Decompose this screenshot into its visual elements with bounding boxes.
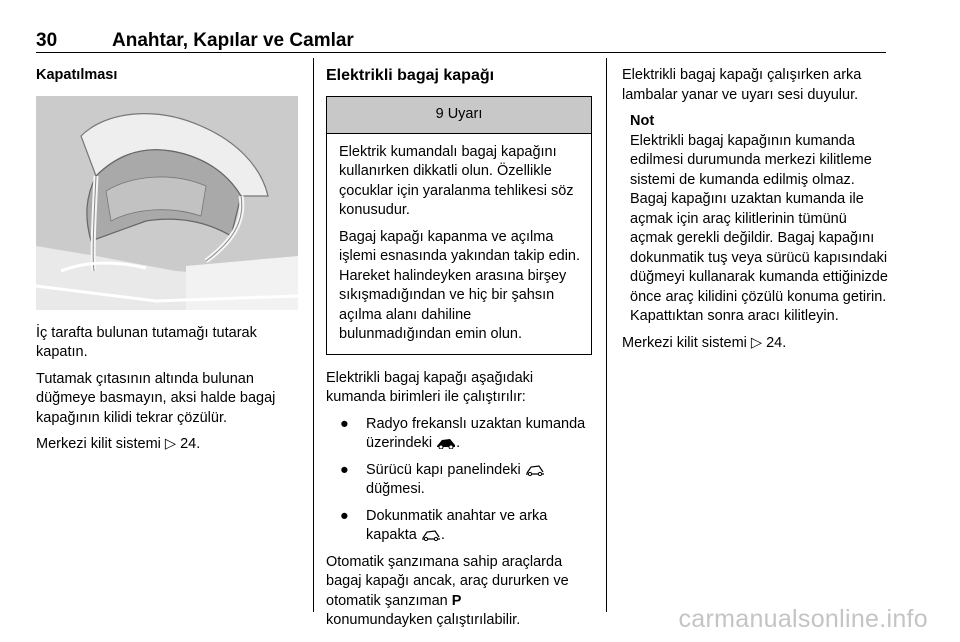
- gear-position: P: [451, 592, 462, 609]
- warning-header: [327, 97, 591, 134]
- chapter-title: Anahtar, Kapılar ve Camlar: [112, 30, 354, 51]
- list-item: ● Dokunmatik anahtar ve arka kapakta .: [340, 507, 548, 543]
- middle-column: [326, 66, 592, 638]
- cross-reference[interactable]: [36, 435, 300, 455]
- column-divider-right: [606, 58, 607, 612]
- paragraph: Elektrikli bagaj kapağı çalışırken arka lambalar yanar ve uyarı sesi duyulur.: [622, 67, 862, 103]
- cross-reference[interactable]: [622, 334, 888, 354]
- page-ref-arrow-icon: ▷: [750, 334, 763, 351]
- ref-page: 24.: [180, 436, 201, 452]
- page-header: [36, 30, 886, 58]
- right-column: [622, 66, 888, 360]
- tailgate-icon: [525, 464, 545, 476]
- paragraph: Otomatik şanzımana sahip araçlarda bagaj kapağı ancak, araç dururken ve otomatik şanzıman P konumundayken çalıştırılabilir.: [326, 553, 569, 628]
- bullet-dot-icon: ●: [340, 415, 349, 432]
- tailgate-open-icon: [436, 437, 456, 449]
- header-divider: [36, 52, 886, 53]
- paragraph: Elektrikli bagaj kapağı aşağıdaki kumanda birimleri ile çalıştırılır:: [326, 369, 534, 405]
- warning-paragraph: Elektrik kumandalı bagaj kapağını kullanırken dikkatli olun. Özellikle çocuklar için yaralanma tehlikesi söz konusudur.: [339, 143, 574, 218]
- warning-body: [327, 134, 591, 354]
- bullet-dot-icon: ●: [340, 507, 349, 524]
- paragraph: Tutamak çıtasının altında bulunan düğmeye basmayın, aksi halde bagaj kapağının kilidi tekrar çözülür.: [36, 370, 276, 426]
- column-divider-left: [313, 58, 314, 612]
- ref-text: Merkezi kilit sistemi: [36, 436, 161, 452]
- ref-page: 24.: [766, 334, 787, 351]
- note-box: [622, 112, 888, 327]
- paragraph: İç tarafta bulunan tutamağı tutarak kapatın.: [36, 324, 257, 360]
- warning-triangle-icon: 9: [435, 105, 444, 122]
- section-subheading: Kapatılması: [36, 67, 118, 83]
- page-number: 30: [36, 30, 58, 51]
- warning-label: Uyarı: [447, 105, 483, 122]
- section-title: Elektrikli bagaj kapağı: [326, 67, 495, 84]
- control-list: [326, 415, 592, 546]
- note-text: Elektrikli bagaj kapağının kumanda edilmesi durumunda merkezi kilitleme sistemi de kumanda edilmiş olmaz. Bagaj kapağını uzaktan kumanda ile açmak için araç kilitlerinin tümünü açmak gerekli değildir. Bagaj kapağını dokunmatik tuş veya sürücü kapısındaki düğmeyi kullanarak kumanda ettiğinizde önce araç kilidini çözülü konuma getirin. Kapattıktan sonra aracı kilitleyin.: [630, 132, 888, 324]
- page-ref-arrow-icon: ▷: [164, 436, 177, 452]
- ref-text: Merkezi kilit sistemi: [622, 334, 747, 351]
- list-item: ● Sürücü kapı panelindeki düğmesi.: [326, 461, 592, 500]
- tailgate-illustration: [36, 96, 298, 310]
- tailgate-icon: [421, 529, 441, 541]
- watermark: carmanualsonline.info: [678, 605, 928, 633]
- note-title: Not: [630, 113, 655, 129]
- bullet-dot-icon: ●: [340, 461, 349, 478]
- warning-box: [326, 96, 592, 355]
- left-column: [36, 66, 300, 462]
- warning-paragraph: Bagaj kapağı kapanma ve açılma işlemi esnasında yakından takip edin. Hareket halindeyken arasına birşey sıkışmadığından ve hiç bir şahsın açılma alanı dahiline bulunmadığından emin olun.: [339, 228, 581, 342]
- list-item: ● Radyo frekanslı uzaktan kumanda üzerindeki .: [340, 415, 586, 451]
